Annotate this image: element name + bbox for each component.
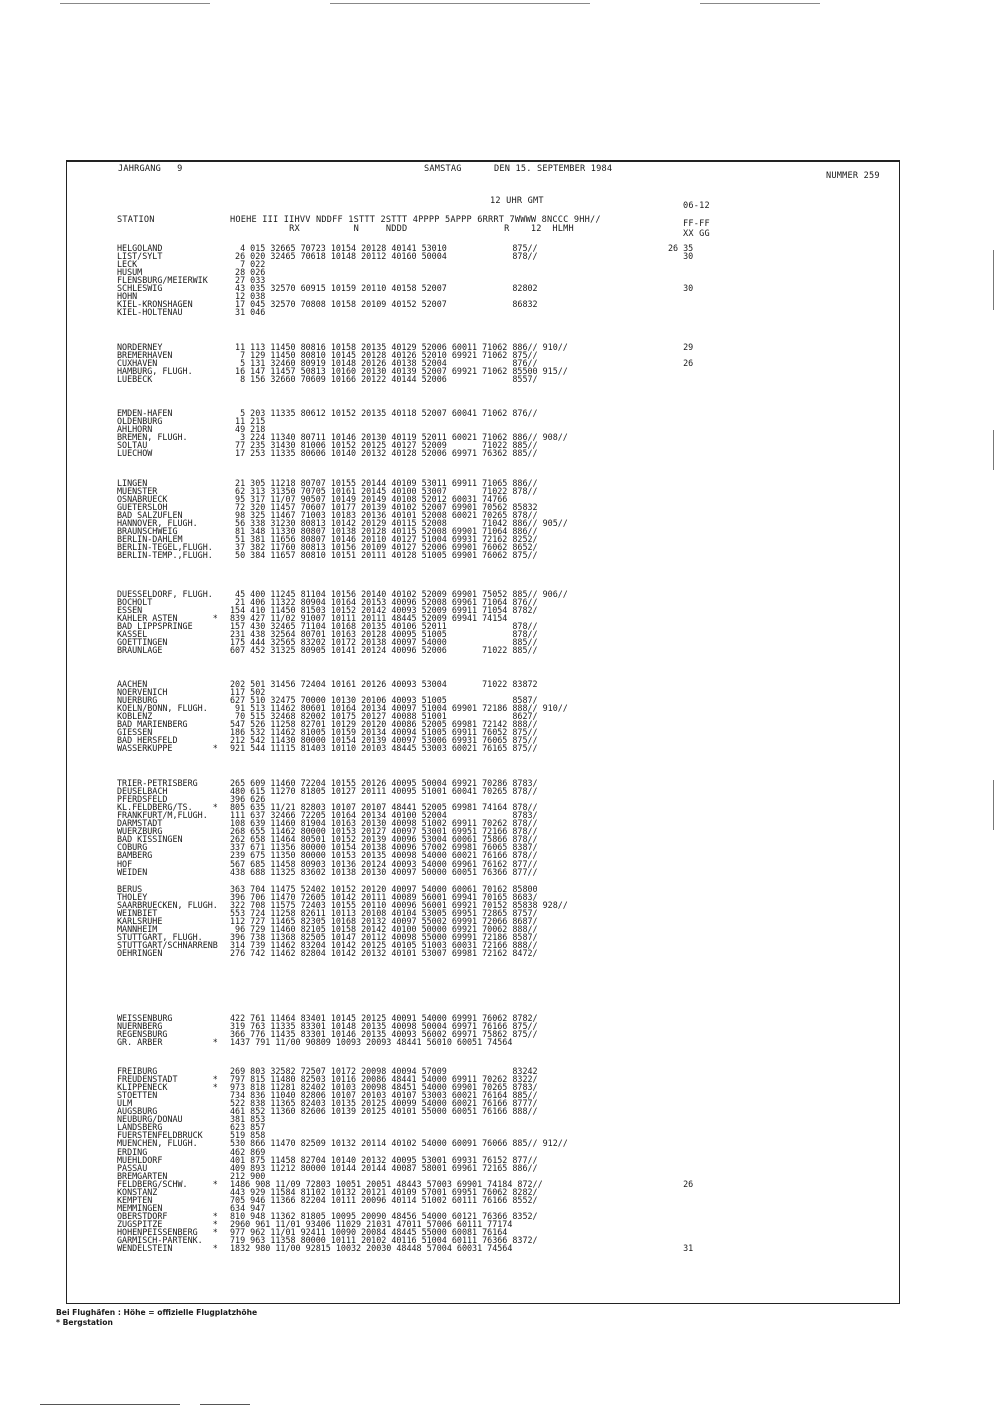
station-data: 461 852 11360 82606 10139 20125 40101 55000 60051 76166 888// (230, 1106, 538, 1117)
station-data: 28 026 (230, 267, 266, 278)
station-data: 17 253 11335 80606 10140 20132 40128 52006 69971 76362 885// (230, 448, 538, 459)
station-name: ERDING (117, 1146, 148, 1157)
station-wind-gust: 26 (668, 1178, 694, 1189)
station-data: 4 015 32665 70723 10154 20128 40141 53010 875// (230, 243, 538, 253)
station-data: 12 038 (230, 291, 266, 302)
station-data: 381 853 (230, 1114, 266, 1125)
station-name: HELGOLAND (117, 243, 163, 253)
station-name: AHLHORN (117, 424, 153, 435)
wind-column-header-2: XX GG (683, 229, 710, 239)
station-wind-gust: 29 (668, 342, 694, 352)
station-data: 157 430 32465 71104 10168 20135 40106 52011 878// (230, 621, 538, 632)
station-name: BOCHOLT (117, 597, 153, 608)
station-data: 705 946 11366 82204 10111 20096 40114 51002 60111 76166 8552/ (230, 1194, 538, 1205)
station-name: WEIDEN (117, 866, 148, 877)
station-data: 112 727 11465 82305 10168 20132 40097 55002 69991 72066 8687/ (230, 916, 538, 927)
station-data: 1437 791 11/00 90809 10093 20093 48441 56010 60051 74564 (230, 1037, 513, 1048)
station-name: BERLIN-TEGEL,FLUGH. (117, 542, 213, 553)
station-name: WASSERKUPPE * (117, 743, 218, 754)
station-data: 462 869 (230, 1146, 266, 1157)
station-data: 269 803 32582 72507 10172 20098 40094 57009 83242 (230, 1066, 538, 1076)
station-name: NEUBURG/DONAU (117, 1114, 183, 1125)
station-name: BAD KISSINGEN (117, 834, 183, 845)
station-name: MUENCHEN, FLUGH. (117, 1138, 198, 1149)
station-data: 363 704 11475 52402 10152 20120 40097 54000 60061 70162 85800 (230, 884, 538, 894)
station-name: COBURG (117, 842, 148, 853)
station-data: 396 738 11368 82505 10147 20112 40098 55000 69991 72186 8587/ (230, 932, 538, 943)
station-name: KONSTANZ (117, 1186, 158, 1197)
station-data: 81 348 11330 80807 10138 20128 40115 52008 69901 71064 886// (230, 526, 538, 537)
station-name: LUEBECK (117, 374, 153, 385)
station-data: 27 033 (230, 275, 266, 286)
station-data: 396 706 11470 72605 10142 20111 40089 56001 69941 70165 8683/ (230, 892, 538, 903)
station-name: AACHEN (117, 679, 148, 689)
station-data: 11 113 11450 80816 10158 20135 40129 52006 60011 71062 886// 910// (230, 342, 568, 352)
station-data: 239 675 11350 80000 10153 20135 40098 54000 60021 76166 878// (230, 850, 538, 861)
station-name: DEUSELBACH (117, 786, 168, 797)
station-name: NORDERNEY (117, 342, 163, 352)
station-name: OEHRINGEN (117, 948, 163, 959)
footnote-airports: Bei Flughäfen : Höhe = offizielle Flugplatzhöhe (56, 1308, 258, 1317)
station-name: WEINBIET (117, 908, 158, 919)
station-column-header: STATION (117, 215, 155, 225)
station-data: 396 626 (230, 794, 266, 805)
station-name: STUTTGART/SCHNARRENB (117, 940, 218, 951)
station-data: 276 742 11462 82804 10142 20132 40101 53007 69981 72162 8472/ (230, 948, 538, 959)
station-data: 7 129 11450 80810 10145 20128 40126 52010 69921 71062 875// (230, 350, 538, 361)
station-data: 443 929 11584 81102 10132 20121 40109 57001 69951 76062 8282/ (230, 1186, 538, 1197)
station-data: 480 615 11270 81805 10127 20111 40095 51001 60041 70265 878// (230, 786, 538, 797)
station-data: 438 688 11325 83602 10138 20130 40097 50000 60051 76366 877// (230, 866, 538, 877)
station-data: 1832 980 11/00 92815 10032 20030 48448 57004 60031 74564 (230, 1243, 513, 1254)
station-name: GUETERSLOH (117, 502, 168, 513)
station-name: THOLEY (117, 892, 148, 903)
station-name: FREIBURG (117, 1066, 158, 1076)
station-data: 634 947 (230, 1202, 266, 1213)
station-name: KOBLENZ (117, 711, 153, 722)
station-name: STOETTEN (117, 1090, 158, 1101)
station-data: 43 035 32570 60915 10159 20110 40158 52007 82802 (230, 283, 538, 294)
station-name: BREMGARTEN (117, 1170, 168, 1181)
station-data: 72 320 11457 70607 10177 20139 40102 52007 69901 70562 85832 (230, 502, 538, 513)
station-name: LUECHOW (117, 448, 153, 459)
issue-number: NUMMER 259 (826, 171, 880, 181)
station-name: BERUS (117, 884, 143, 894)
station-name: FELDBERG/SCHW. * (117, 1178, 218, 1189)
station-data: 7 022 (230, 259, 266, 270)
station-data: 522 838 11365 82403 10135 20125 40099 54000 60021 76166 8777/ (230, 1098, 538, 1109)
station-name: NUERNBERG (117, 1021, 163, 1032)
station-name: BAD LIPPSPRINGE (117, 621, 193, 632)
station-name: GIESSEN (117, 727, 153, 738)
station-name: AUGSBURG (117, 1106, 158, 1117)
station-name: PFERDSFELD (117, 794, 168, 805)
station-name: BAD MARIENBERG (117, 719, 188, 730)
station-data: 202 501 31456 72404 10161 20126 40093 53004 71022 83872 (230, 679, 538, 689)
station-wind-gust: 30 (668, 283, 694, 294)
station-data: 1486 908 11/09 72803 10051 20051 48443 57003 69901 74184 872// (230, 1178, 543, 1189)
station-data: 607 452 31325 80905 10141 20124 40096 52006 71022 885// (230, 645, 538, 656)
station-name: KAHLER ASTEN * (117, 613, 218, 624)
station-data: 21 406 11322 80904 10164 20153 40096 52008 69961 71064 876// (230, 597, 538, 608)
station-name: NOERVENICH (117, 687, 168, 698)
station-data: 51 381 11656 80807 10146 20110 40127 51004 69931 72162 8252/ (230, 534, 538, 545)
station-data: 98 325 11467 71003 10183 20136 40101 52008 60021 70265 878// (230, 510, 538, 521)
station-name: KIEL-KRONSHAGEN (117, 299, 193, 310)
station-data: 212 900 (230, 1170, 266, 1181)
station-name: GARMISCH-PARTENK. (117, 1235, 203, 1246)
station-name: FREUDENSTADT * (117, 1074, 218, 1085)
station-data: 50 384 11657 80810 10151 20111 40128 51005 69901 76062 875// (230, 550, 538, 561)
footnote-mountain: * Bergstation (56, 1318, 113, 1327)
station-name: FRANKFURT/M,FLUGH. (117, 810, 208, 821)
station-name: BRAUNLAGE (117, 645, 163, 656)
scan-edge-right-3 (993, 780, 995, 830)
station-name: HUSUM (117, 267, 143, 278)
station-name: BERLIN-TEMP.,FLUGH. (117, 550, 213, 561)
station-data: 95 317 11/07 90507 10149 20149 40108 52012 60031 74766 (230, 494, 508, 505)
station-name: KOELN/BONN, FLUGH. (117, 703, 208, 714)
scan-edge-bottom-2 (200, 1404, 250, 1405)
precip-period: 06-12 (683, 201, 710, 211)
station-name: MUENSTER (117, 486, 158, 497)
station-name: REGENSBURG (117, 1029, 168, 1040)
station-name: MANNHEIM (117, 924, 158, 935)
station-data: 719 963 11358 80000 10111 20102 40116 51004 60111 76366 8372/ (230, 1235, 538, 1246)
station-name: SCHLESWIG (117, 283, 163, 294)
station-name: KARLSRUHE (117, 916, 163, 927)
station-name: DUESSELDORF, FLUGH. (117, 589, 213, 599)
station-name: BAD HERSFELD (117, 735, 178, 746)
station-name: HAMBURG, FLUGH. (117, 366, 193, 377)
station-wind-gust: 31 (668, 1243, 694, 1254)
station-data: 31 046 (230, 307, 266, 318)
station-name: BREMERHAVEN (117, 350, 173, 361)
station-name: DARMSTADT (117, 818, 163, 829)
station-data: 37 382 11760 80813 10156 20109 40127 52006 69901 76062 8652/ (230, 542, 538, 553)
station-data: 231 438 32564 80701 10163 20128 40095 51005 878// (230, 629, 538, 640)
station-name: HOHN (117, 291, 138, 302)
station-data: 797 815 11480 82503 10116 20086 48441 54000 69911 70262 8322/ (230, 1074, 538, 1085)
station-data: 973 818 11281 82402 10103 20098 48451 54000 69901 70265 8783/ (230, 1082, 538, 1093)
station-name: LIST/SYLT (117, 251, 163, 262)
station-name: BRAUNSCHWEIG (117, 526, 178, 537)
station-data: 567 685 11458 80903 10136 20124 40093 54000 69961 76162 877// (230, 858, 538, 869)
station-name: BREMEN, FLUGH. (117, 432, 188, 443)
station-data: 45 400 11245 81104 10156 20140 40102 52009 69901 75052 885// 906// (230, 589, 568, 599)
station-data: 2960 961 11/01 93406 11029 21031 47011 57006 60111 77174 (230, 1218, 513, 1229)
station-name: LINGEN (117, 478, 148, 488)
station-name: MUEHLDORF (117, 1154, 163, 1165)
station-data: 530 866 11470 82509 10132 20114 40102 54000 60091 76066 885// 912// (230, 1138, 568, 1149)
station-data: 16 147 11457 50813 10160 20130 40139 52007 69921 71062 85500 915// (230, 366, 568, 377)
code-column-header-2: RX N NDDD R 12 HLMH (230, 224, 574, 234)
station-name: KL.FELDBERG/TS. * (117, 802, 218, 813)
wind-column-header: FF-FF (683, 219, 710, 229)
station-name: WENDELSTEIN * (117, 1243, 218, 1254)
station-name: OSNABRUECK (117, 494, 168, 505)
station-data: 212 542 11430 80000 10154 20139 40097 53006 69931 76065 875// (230, 735, 538, 746)
station-name: MEMMINGEN (117, 1202, 163, 1213)
station-data: 409 893 11212 80000 10144 20144 40087 58001 69961 72165 886// (230, 1162, 538, 1173)
station-name: KLIPPENECK * (117, 1082, 218, 1093)
station-name: STUTTGART, FLUGH. (117, 932, 203, 943)
station-data: 5 131 32460 80919 10148 20126 40138 52004 876// (230, 358, 538, 369)
station-name: LANDSBERG (117, 1122, 163, 1133)
station-name: HOHENPEISSENBERG * (117, 1227, 218, 1237)
station-data: 519 858 (230, 1130, 266, 1141)
station-wind-gust: 26 (668, 358, 694, 369)
date-label: DEN 15. SEPTEMBER 1984 (494, 164, 613, 174)
code-column-header: HOEHE III IIHVV NDDFF 1STTT 2STTT 4PPPP 5APPP 6RRRT 7WWWW 8NCCC 9HH// (230, 215, 601, 225)
station-data: 3 224 11340 80711 10146 20130 40119 52011 60021 71062 886// 908// (230, 432, 568, 443)
station-data: 26 020 32465 70618 10148 20112 40160 50004 878// (230, 251, 538, 262)
station-data: 111 637 32466 72205 10164 20134 40100 52004 8783/ (230, 810, 538, 821)
station-data: 117 502 (230, 687, 266, 698)
station-data: 77 235 31430 81006 10152 20125 40127 52009 71022 885// (230, 440, 538, 451)
station-data: 627 510 32475 70000 10130 20106 40093 51005 8587/ (230, 695, 538, 706)
station-name: KEMPTEN (117, 1194, 153, 1205)
weekday-label: SAMSTAG (424, 164, 462, 174)
station-name: OBERSTDORF * (117, 1210, 218, 1221)
station-data: 154 410 11450 81503 10152 20142 40093 52009 69911 71054 8782/ (230, 605, 538, 616)
station-name: NUERBURG (117, 695, 158, 706)
station-name: PASSAU (117, 1162, 148, 1173)
scan-edge-right-2 (993, 430, 995, 470)
station-data: 21 305 11218 80707 10155 20144 40109 53011 69911 71065 886// (230, 478, 538, 488)
station-name: ESSEN (117, 605, 143, 616)
station-data: 49 218 (230, 424, 266, 435)
station-data: 265 609 11460 72204 10155 20126 40095 50004 69921 70286 8783/ (230, 778, 538, 788)
station-name: LECK (117, 259, 138, 270)
station-name: FUERSTENFELDBRUCK (117, 1130, 203, 1141)
station-data: 314 739 11462 83204 10142 20125 40105 51003 60031 72166 888// (230, 940, 538, 951)
station-name: TRIER-PETRISBERG (117, 778, 198, 788)
station-name: WUERZBURG (117, 826, 163, 837)
volume-label: JAHRGANG 9 (118, 164, 183, 174)
station-name: GR. ARBER * (117, 1037, 218, 1048)
station-data: 175 444 32565 83202 10172 20138 40097 54000 885// (230, 637, 538, 648)
station-data: 262 658 11464 80501 10152 20139 40096 53004 60061 75866 878// (230, 834, 538, 845)
station-name: BERLIN-DAHLEM (117, 534, 183, 545)
scan-edge-top (0, 0, 1000, 8)
station-data: 8 156 32660 70609 10166 20122 40144 52006 8557/ (230, 374, 538, 385)
station-name: SOLTAU (117, 440, 148, 451)
station-data: 108 639 11460 81904 10163 20130 40098 51002 69911 70262 878// (230, 818, 538, 829)
station-name: BAMBERG (117, 850, 153, 861)
station-name: ZUGSPITZE * (117, 1218, 218, 1229)
station-data: 977 962 11/01 92411 10090 20084 48445 55000 60081 76164 (230, 1227, 508, 1237)
station-name: SAARBRUECKEN, FLUGH. (117, 900, 218, 911)
station-name: KASSEL (117, 629, 148, 640)
station-data: 366 776 11435 83301 10146 20135 40093 56002 69971 75862 875// (230, 1029, 538, 1040)
station-data: 337 671 11356 80000 10154 20138 40096 57002 69981 76065 8387/ (230, 842, 538, 853)
observation-time: 12 UHR GMT (490, 196, 544, 206)
station-name: EMDEN-HAFEN (117, 408, 173, 418)
station-data: 553 724 11258 82611 10113 20108 40104 53005 69951 72865 8757/ (230, 908, 538, 919)
station-data: 810 948 11362 81805 10095 20090 48456 54000 60121 76366 8352/ (230, 1210, 538, 1221)
station-wind-gust: 30 (668, 251, 694, 262)
station-data: 5 203 11335 80612 10152 20135 40118 52007 60041 71062 876// (230, 408, 538, 418)
station-name: GOETTINGEN (117, 637, 168, 648)
station-name: BAD SALZUFLEN (117, 510, 183, 521)
station-name: FLENSBURG/MEIERWIK (117, 275, 208, 286)
station-name: KIEL-HOLTENAU (117, 307, 183, 318)
scan-edge-right (993, 250, 995, 310)
station-data: 91 513 11462 80601 10164 20134 40097 51004 69901 72186 888// 910// (230, 703, 568, 714)
station-data: 319 763 11335 83301 10148 20135 40098 50004 69971 76166 875// (230, 1021, 538, 1032)
station-data: 623 857 (230, 1122, 266, 1133)
station-data: 805 635 11/21 82803 10107 20107 48441 52005 69981 74164 878// (230, 802, 538, 813)
station-data: 56 338 31230 80813 10142 20129 40115 52008 71042 886// 905// (230, 518, 568, 529)
station-data: 96 729 11460 82105 10158 20142 40100 50000 69921 70062 888// (230, 924, 538, 935)
station-data: 268 655 11462 80000 10153 20127 40097 53001 69951 72166 878// (230, 826, 538, 837)
station-data: 62 313 31350 70705 10161 20145 40100 53007 71022 878// (230, 486, 538, 497)
station-name: HANNOVER, FLUGH. (117, 518, 198, 529)
station-name: CUXHAVEN (117, 358, 158, 369)
station-data: 70 515 32468 82002 10175 20127 40088 51001 8627/ (230, 711, 538, 722)
station-data: 422 761 11464 83401 10145 20125 40091 54000 69991 76062 8782/ (230, 1013, 538, 1023)
station-data: 322 708 11575 72403 10155 20110 40096 56001 69921 70152 85838 928// (230, 900, 568, 911)
station-data: 921 544 11115 81403 10110 20103 48445 53003 60021 76165 875// (230, 743, 538, 754)
station-data: 186 532 11462 81005 10159 20134 40094 51005 69911 76052 875// (230, 727, 538, 738)
station-name: HOF (117, 858, 133, 869)
station-name: OLDENBURG (117, 416, 163, 427)
station-name: WEISSENBURG (117, 1013, 173, 1023)
station-name: ULM (117, 1098, 133, 1109)
station-data: 734 836 11040 82806 10107 20103 40107 53003 60021 76164 885// (230, 1090, 538, 1101)
station-wind-gust: 26 35 (668, 243, 694, 253)
station-data: 11 215 (230, 416, 266, 427)
station-data: 401 875 11458 82704 10140 20132 40095 53001 69931 76152 877// (230, 1154, 538, 1165)
scan-edge-bottom (40, 1404, 180, 1405)
station-data: 17 045 32570 70808 10158 20109 40152 52007 86832 (230, 299, 538, 310)
station-data: 839 427 11/02 91007 10111 20111 48445 52009 69941 74154 (230, 613, 508, 624)
station-data: 547 526 11258 82701 10129 20120 40086 52005 69981 72142 888// (230, 719, 538, 730)
